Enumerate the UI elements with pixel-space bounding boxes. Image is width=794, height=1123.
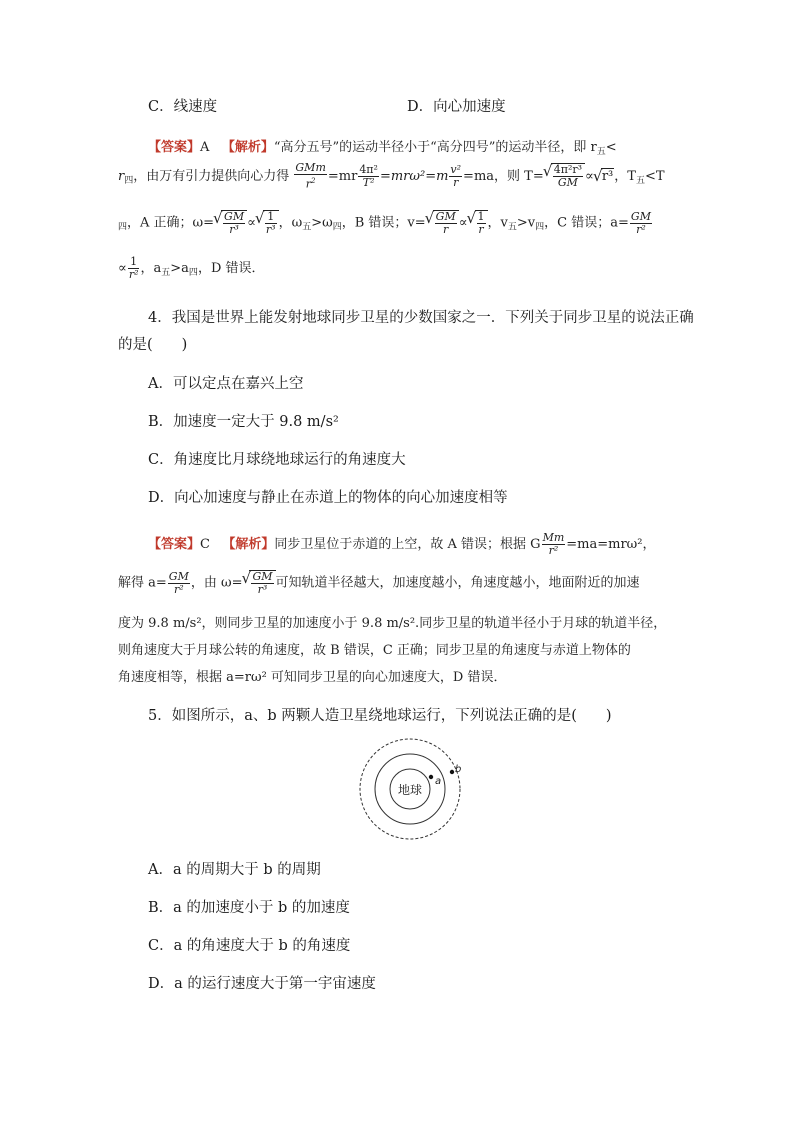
sqrt-1-r: √ $\frac{1}{r}$ (475, 210, 488, 236)
q4-answer-line-5: 角速度相等，根据 a=rω² 可知同步卫星的向心加速度大，D 错误． (118, 670, 507, 685)
sqrt-r3: √ r³ (601, 168, 614, 184)
satellite-b-dot (450, 770, 454, 774)
sqrt-gm-r: √ $\frac{GM}{r}$ (433, 210, 459, 236)
fraction-gm-r2: $\frac{GM}{\text{r²}}$ (168, 569, 189, 596)
q4-option-c: C．角速度比月球绕地球运行的角速度大 (148, 452, 406, 468)
q4-option-b: B．加速度一定大于 9.8 m/s² (148, 414, 339, 430)
q5-option-b: B．a 的加速度小于 b 的加速度 (148, 900, 350, 916)
satellite-a-dot (429, 775, 433, 779)
q4-answer-line-4: 则角速度大于月球公转的角速度，故 B 错误，C 正确；同步卫星的角速度与赤道上物体的 (118, 643, 631, 658)
analysis-tag: 【解析】 (221, 140, 274, 155)
fraction-gm-r2: $\frac{GM}{\text{r²}}$ (630, 209, 651, 236)
fraction-v2-r: $\frac{\text{v²}}{r}$ (450, 162, 462, 189)
q5-option-a: A．a 的周期大于 b 的周期 (148, 862, 321, 878)
fraction-mm-r2: $\frac{Mm}{\text{r²}}$ (542, 531, 565, 557)
q4-stem-line-2: 的是( ) (118, 337, 188, 353)
sqrt-1-r3: √ $\frac{1}{\text{r³}}$ (263, 210, 279, 236)
q3-option-d: D．向心加速度 (407, 99, 506, 115)
sqrt-period: √ $\frac{\text{4π²r³}}{GM}$ (551, 163, 585, 189)
q3-answer-line-4: ∝ $\frac{1}{\text{r²}}$ ，$a_五>a_四$，D 错误． (118, 255, 265, 281)
q3-answer-line-2: $r_四$，由万有引力提供向心力得 $\frac{\text{GMm}}{r^2}$ =mr $\frac{\text{4π²}}{\text{T²}}$ =mrω²=m $\frac{\text{v²}}{r}$ =ma，则 T= √ $\frac{\text{4π²r³}}{GM}$ ∝√ r³，$T_五<T$ (118, 162, 665, 191)
satellite-b-label: b (455, 764, 462, 775)
answer-value: C (200, 537, 210, 552)
fraction-gmm-r2: $\frac{\text{GMm}}{r^2}$ (295, 161, 326, 191)
q3-option-c: C．线速度 (148, 99, 218, 115)
q5-option-d: D．a 的运行速度大于第一宇宙速度 (148, 976, 376, 992)
answer-value: A (200, 140, 210, 155)
orbit-diagram (355, 738, 485, 840)
earth-label: 地球 (397, 783, 423, 797)
sqrt-gm-r3: √ $\frac{GM}{\text{r³}}$ (249, 570, 275, 596)
q4-answer-line-2: 解得 a= $\frac{GM}{\text{r²}}$ ，由 ω= √ $\frac{GM}{\text{r³}}$ 可知轨道半径越大，加速度越小，角速度越小，地面附近的加速 (118, 570, 640, 596)
analysis-tag: 【解析】 (222, 537, 275, 552)
q4-option-a: A．可以定点在嘉兴上空 (148, 376, 304, 392)
q5-stem: 5．如图所示，a、b 两颗人造卫星绕地球运行，下列说法正确的是( ) (148, 708, 612, 724)
q4-stem-line-1: 4．我国是世界上能发射地球同步卫星的少数国家之一．下列关于同步卫星的说法正确 (148, 310, 694, 326)
answer-tag: 【答案】 (148, 537, 201, 552)
q4-answer-line-1: 【答案】C 【解析】同步卫星位于赤道的上空，故 A 错误；根据 G $\frac{Mm}{\text{r²}}$ =ma=mrω²， (148, 531, 656, 557)
fraction-1-r2: $\frac{1}{\text{r²}}$ (128, 255, 139, 281)
q5-option-c: C．a 的角速度大于 b 的角速度 (148, 938, 351, 954)
fraction-4pi2-t2: $\frac{\text{4π²}}{\text{T²}}$ (359, 162, 378, 189)
sqrt-gm-r3: √ $\frac{GM}{\text{r³}}$ (221, 210, 247, 236)
q4-option-d: D．向心加速度与静止在赤道上的物体的向心加速度相等 (148, 490, 508, 506)
satellite-a-label: a (435, 776, 442, 787)
q4-answer-line-3: 度为 9.8 m/s²，则同步卫星的加速度小于 9.8 m/s².同步卫星的轨道半径小于月球的轨道半径， (118, 616, 667, 631)
q3-answer-line-3: $_四$，A 正确；ω= √ $\frac{GM}{\text{r³}}$ ∝ √ $\frac{1}{\text{r³}}$ ，$\omega_五>\omega_四$，B 错误；v= √ $\frac{GM}{r}$ ∝ √ $\frac{1}{r}$ ，$v_五>v_四$，C 错误；a= $\frac{GM}{\text{r²}}$ (118, 210, 653, 236)
analysis-text: “高分五号”的运动半径小于“高分四号”的运动半径，即 r (273, 140, 597, 155)
q3-answer-line-1: 【答案】A 【解析】“高分五号”的运动半径小于“高分四号”的运动半径，即 $r_五<$ (148, 140, 617, 157)
answer-tag: 【答案】 (148, 140, 201, 155)
